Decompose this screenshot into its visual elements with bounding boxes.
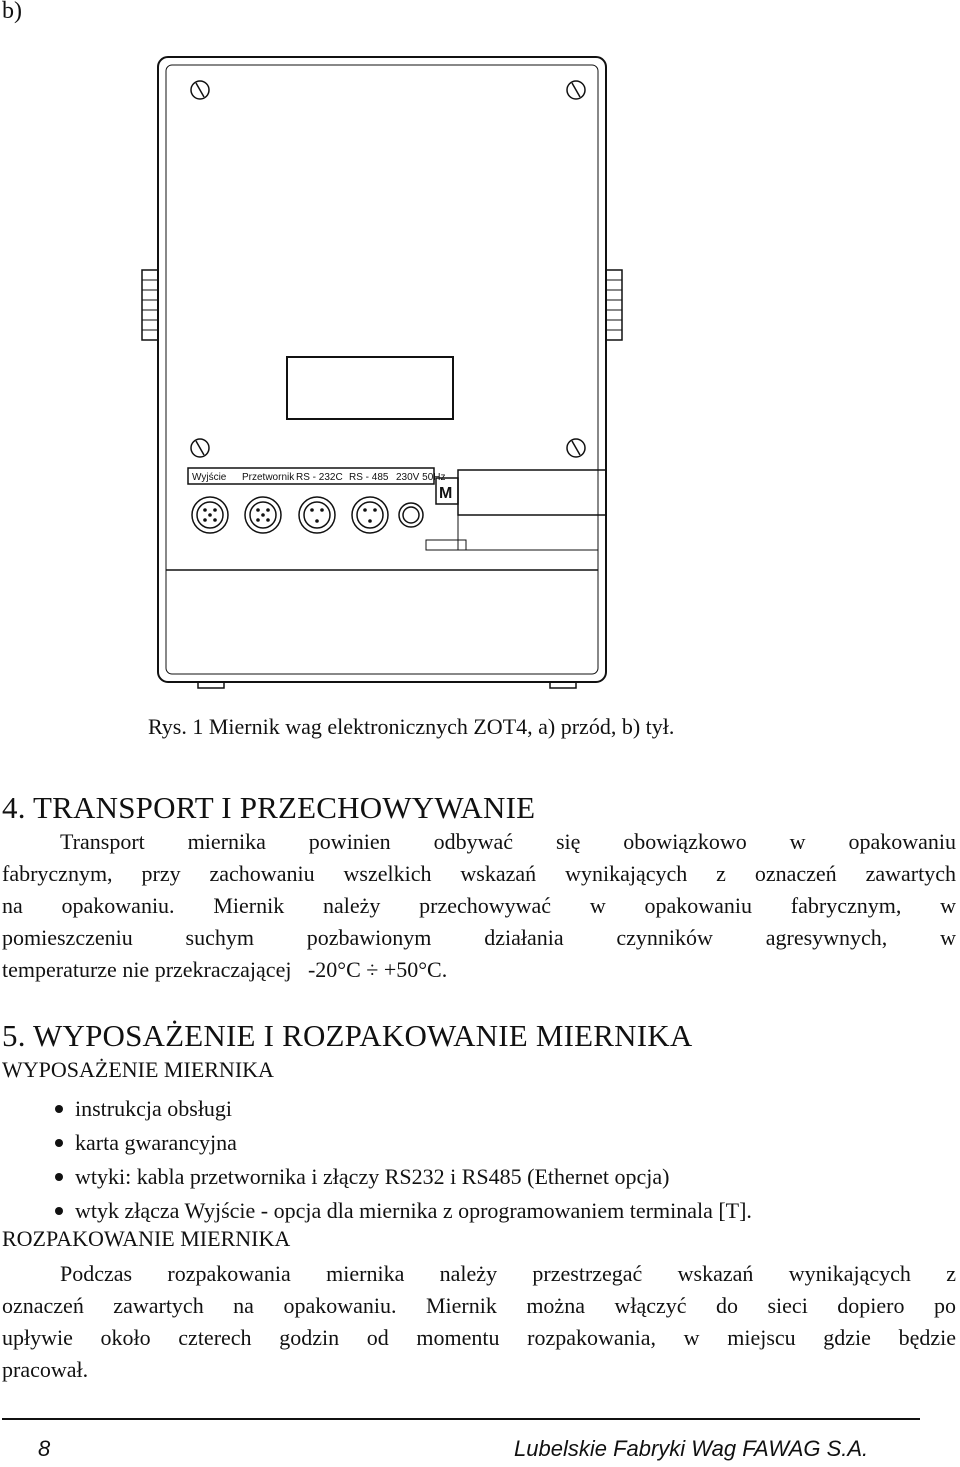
bullet-icon (55, 1207, 63, 1215)
paragraph-line: pracował. (2, 1357, 89, 1382)
list-item: karta gwarancyjna (55, 1126, 752, 1160)
equipment-list (55, 1092, 752, 1228)
figure-caption: Rys. 1 Miernik wag elektronicznych ZOT4, a) przód, b) tył. (148, 714, 675, 739)
paragraph-line: na opakowaniu. Miernik należy przechowywać w opakowaniu fabrycznym, w (2, 893, 956, 918)
unpacking-paragraph (2, 1258, 956, 1386)
subheading-equipment: WYPOSAŻENIE MIERNIKA (2, 1057, 274, 1082)
screws (191, 81, 585, 457)
connector-label-rs232: RS - 232C (296, 472, 343, 483)
connector-sockets (192, 497, 423, 533)
connector-label-power: 230V 50Hz (396, 472, 446, 483)
paragraph-line: pomieszczeniu suchym pozbawionym działania czynników agresywnych, w (2, 925, 956, 950)
bullet-icon (55, 1139, 63, 1147)
paragraph-line: temperaturze nie przekraczającej -20°C ÷ +50°C. (2, 957, 448, 982)
section-5-heading: 5. WYPOSAŻENIE I ROZPAKOWANIE MIERNIKA (2, 1018, 693, 1053)
paragraph-line: oznaczeń zawartych na opakowaniu. Miernik można włączyć do sieci dopiero po (2, 1293, 956, 1318)
marker-m: M (439, 485, 453, 502)
list-item: instrukcja obsługi (55, 1092, 752, 1126)
device-rear-drawing (120, 45, 640, 695)
paragraph-line: Transport miernika powinien odbywać się obowiązkowo w opakowaniu (60, 829, 956, 854)
connector-pins (203, 508, 377, 523)
section-4-heading: 4. TRANSPORT I PRZECHOWYWANIE (2, 790, 536, 825)
subheading-unpacking: ROZPAKOWANIE MIERNIKA (2, 1226, 291, 1251)
list-item: wtyk złącza Wyjście - opcja dla miernika z oprogramowaniem terminala [T]. (55, 1194, 752, 1228)
list-item: wtyki: kabla przetwornika i złączy RS232 i RS485 (Ethernet opcja) (55, 1160, 752, 1194)
connector-label-transducer: Przetwornik (242, 472, 295, 483)
page-number: 8 (38, 1436, 51, 1461)
connector-label-output: Wyjście (192, 472, 227, 483)
paragraph-line: fabrycznym, przy zachowaniu wszelkich wskazań wynikających z oznaczeń zawartych (2, 861, 956, 886)
bullet-icon (55, 1105, 63, 1113)
footer-divider (2, 1418, 920, 1420)
figure-label: b) (2, 0, 22, 24)
connector-label-rs485: RS - 485 (349, 472, 389, 483)
paragraph-line: upływie około czterech godzin od momentu rozpakowania, w miejscu gdzie będzie (2, 1325, 956, 1350)
bullet-icon (55, 1173, 63, 1181)
section-4-paragraph (2, 826, 956, 986)
footer-company: Lubelskie Fabryki Wag FAWAG S.A. (514, 1436, 869, 1461)
paragraph-line: Podczas rozpakowania miernika należy przestrzegać wskazań wynikających z (60, 1261, 956, 1286)
